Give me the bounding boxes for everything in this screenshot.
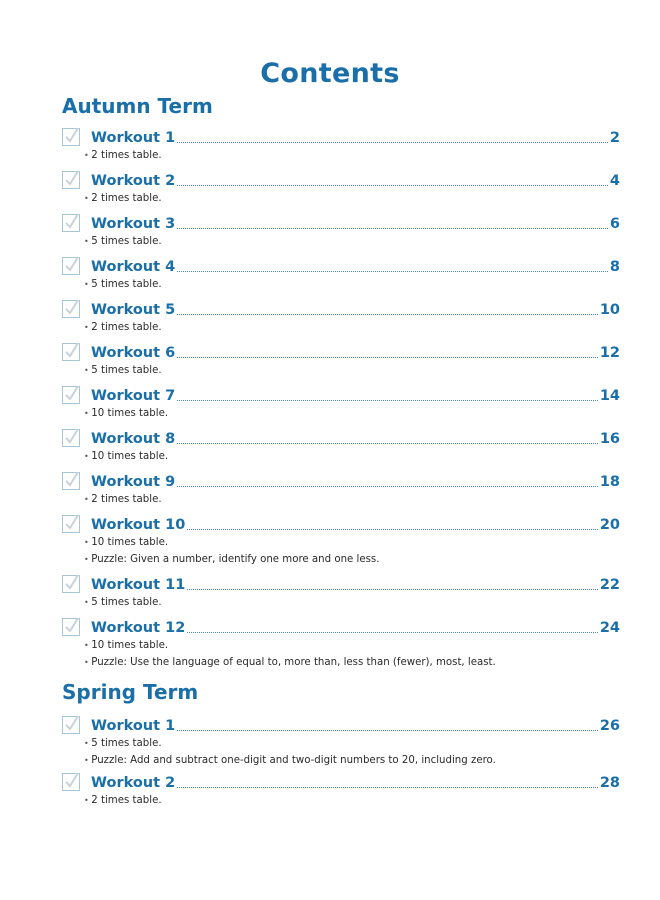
section-title-autumn-term: Autumn Term xyxy=(62,94,213,118)
entry-description: • 5 times table. xyxy=(84,276,620,293)
entry-description: • Puzzle: Given a number, identify one more and one less. xyxy=(84,551,620,568)
toc-entry[interactable] xyxy=(62,514,620,568)
page-number: 14 xyxy=(599,388,620,404)
toc-entry[interactable] xyxy=(62,342,620,379)
dot-leader xyxy=(177,314,598,315)
entry-title[interactable]: Workout 1 xyxy=(91,718,176,734)
dot-leader xyxy=(177,730,598,731)
page-number: 2 xyxy=(609,130,620,146)
toc-entry[interactable] xyxy=(62,471,620,508)
page-number: 10 xyxy=(599,302,620,318)
entry-title[interactable]: Workout 7 xyxy=(91,388,176,404)
dot-leader xyxy=(187,529,598,530)
entry-description: • 5 times table. xyxy=(84,594,620,611)
checkbox-icon[interactable] xyxy=(62,300,80,318)
dot-leader xyxy=(177,271,608,272)
entry-description: • 10 times table. xyxy=(84,405,620,422)
entry-description: • 5 times table. xyxy=(84,735,620,752)
entry-title[interactable]: Workout 11 xyxy=(91,577,186,593)
entry-title[interactable]: Workout 10 xyxy=(91,517,186,533)
checkbox-icon[interactable] xyxy=(62,343,80,361)
checkbox-icon[interactable] xyxy=(62,515,80,533)
entry-description: • Puzzle: Use the language of equal to, more than, less than (fewer), most, least. xyxy=(84,654,620,671)
page-number: 18 xyxy=(599,474,620,490)
entry-title[interactable]: Workout 2 xyxy=(91,173,176,189)
checkbox-icon[interactable] xyxy=(62,773,80,791)
entry-description: • 10 times table. xyxy=(84,637,620,654)
toc-entry[interactable] xyxy=(62,574,620,611)
page-number: 16 xyxy=(599,431,620,447)
toc-entry[interactable] xyxy=(62,617,620,671)
checkbox-icon[interactable] xyxy=(62,575,80,593)
dot-leader xyxy=(177,400,598,401)
entry-description: • 5 times table. xyxy=(84,233,620,250)
dot-leader xyxy=(177,357,598,358)
page-number: 22 xyxy=(599,577,620,593)
entry-description: • 10 times table. xyxy=(84,534,620,551)
entry-description: • Puzzle: Add and subtract one-digit and two-digit numbers to 20, including zero. xyxy=(84,752,620,769)
toc-entry[interactable] xyxy=(62,772,620,809)
toc-entry[interactable] xyxy=(62,299,620,336)
entry-title[interactable]: Workout 8 xyxy=(91,431,176,447)
toc-entry[interactable] xyxy=(62,170,620,207)
entry-description: • 2 times table. xyxy=(84,147,620,164)
toc-entry[interactable] xyxy=(62,256,620,293)
dot-leader xyxy=(177,486,598,487)
entry-description: • 2 times table. xyxy=(84,190,620,207)
entry-description: • 2 times table. xyxy=(84,792,620,809)
dot-leader xyxy=(177,443,598,444)
entry-title[interactable]: Workout 6 xyxy=(91,345,176,361)
dot-leader xyxy=(187,589,598,590)
entry-title[interactable]: Workout 3 xyxy=(91,216,176,232)
entry-title[interactable]: Workout 12 xyxy=(91,620,186,636)
section-title-spring-term: Spring Term xyxy=(62,680,199,704)
entry-title[interactable]: Workout 4 xyxy=(91,259,176,275)
page-number: 28 xyxy=(599,775,620,791)
entry-title[interactable]: Workout 1 xyxy=(91,130,176,146)
entry-description: • 2 times table. xyxy=(84,319,620,336)
toc-entry[interactable] xyxy=(62,213,620,250)
checkbox-icon[interactable] xyxy=(62,128,80,146)
page-number: 20 xyxy=(599,517,620,533)
toc-entry[interactable] xyxy=(62,127,620,164)
checkbox-icon[interactable] xyxy=(62,429,80,447)
entry-title[interactable]: Workout 5 xyxy=(91,302,176,318)
toc-entry[interactable] xyxy=(62,715,620,769)
dot-leader xyxy=(177,185,608,186)
toc-entry[interactable] xyxy=(62,385,620,422)
checkbox-icon[interactable] xyxy=(62,472,80,490)
dot-leader xyxy=(177,142,608,143)
toc-entry[interactable] xyxy=(62,428,620,465)
checkbox-icon[interactable] xyxy=(62,214,80,232)
page-number: 24 xyxy=(599,620,620,636)
checkbox-icon[interactable] xyxy=(62,716,80,734)
entry-title[interactable]: Workout 9 xyxy=(91,474,176,490)
dot-leader xyxy=(187,632,598,633)
dot-leader xyxy=(177,787,598,788)
dot-leader xyxy=(177,228,608,229)
checkbox-icon[interactable] xyxy=(62,171,80,189)
page-number: 6 xyxy=(609,216,620,232)
page-number: 4 xyxy=(609,173,620,189)
page-title: Contents xyxy=(260,58,400,89)
entry-description: • 5 times table. xyxy=(84,362,620,379)
page-number: 8 xyxy=(609,259,620,275)
entry-description: • 10 times table. xyxy=(84,448,620,465)
checkbox-icon[interactable] xyxy=(62,618,80,636)
entry-description: • 2 times table. xyxy=(84,491,620,508)
checkbox-icon[interactable] xyxy=(62,257,80,275)
page-number: 26 xyxy=(599,718,620,734)
checkbox-icon[interactable] xyxy=(62,386,80,404)
entry-title[interactable]: Workout 2 xyxy=(91,775,176,791)
page-number: 12 xyxy=(599,345,620,361)
